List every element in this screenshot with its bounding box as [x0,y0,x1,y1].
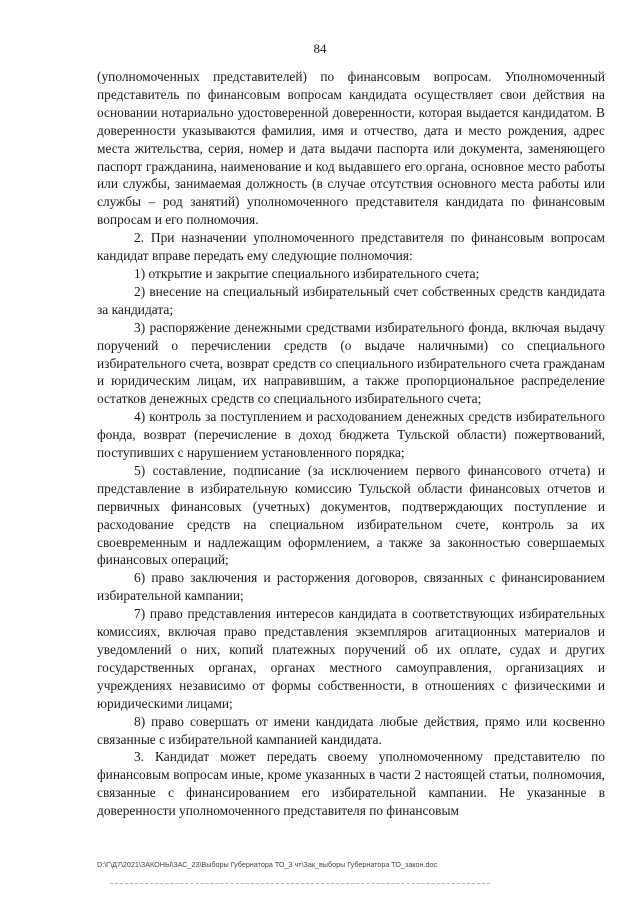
scan-divider [110,883,490,884]
list-item-3: 3) распоряжение денежными средствами избирательного фонда, включая выдачу поручений о перечислении средств (о выдаче наличными) со специального избирательного счета, возврат средств со специального избирательного счета гражданам и юридическим лицам, их направившим, а также пропорциональное распределение остатков денежных средств со специального избирательного счета; [97,319,605,407]
list-item-2: 2) внесение на специальный избирательный счет собственных средств кандидата за кандидата; [97,283,605,317]
footer-file-path: D:\Г\Д7\2021\ЗАКОНЫ\ЗАС_23\Выборы Губернатора ТО_3 чт\Зак_выборы Губернатора ТО_закон.doc [97,860,438,869]
list-item-7: 7) право представления интересов кандидата в соответствующих избирательных комиссиях, включая право представления экземпляров агитационных материалов и уведомлений о них, копий платежных поручений об их оплате, судах и других государственных органах, органах местного самоуправления, организациях и учреждениях независимо от формы собственности, в отношениях с физическими и юридическими лицами; [97,606,605,711]
paragraph-intro: (уполномоченных представителей) по финансовым вопросам. Уполномоченный представитель по финансовым вопросам кандидата осуществляет свои действия на основании нотариально удостоверенной доверенности, которая выдается кандидатом. В доверенности указываются фамилия, имя и отчество, дата и место рождения, адрес места жительства, серия, номер и дата выдачи паспорта или документа, заменяющего паспорт гражданина, наименование и код выдавшего его органа, основное место работы или службы, занимаемая должность (в случае отсутствия основного места работы или службы – род занятий) уполномоченного представителя кандидата по финансовым вопросам и его полномочия. [97,69,605,228]
list-item-5: 5) составление, подписание (за исключением первого финансового отчета) и представление в избирательную комиссию Тульской области финансовых отчетов и первичных финансовых (учетных) документов, подтверждающих поступление и расходование средств на специальном избирательном счете, контроль за их своевременным и надлежащим оформлением, а также за законностью совершаемых финансовых операций; [97,462,605,568]
page-number: 84 [313,41,327,56]
list-item-8: 8) право совершать от имени кандидата любые действия, прямо или косвенно связанные с избирательной кампанией кандидата. [97,713,605,747]
document-body [97,68,605,820]
list-item-1: 1) открытие и закрытие специального избирательного счета; [134,265,480,281]
list-item-6: 6) право заключения и расторжения договоров, связанных с финансированием избирательной кампании; [97,570,605,604]
paragraph-part-3: 3. Кандидат может передать своему уполномоченному представителю по финансовым вопросам иные, кроме указанных в части 2 настоящей статьи, полномочия, связанные с финансированием его избирательной кампании. Не указанные в доверенности уполномоченного представителя по финансовым [97,749,605,819]
list-item-4: 4) контроль за поступлением и расходованием денежных средств избирательного фонда, возврат (перечисление в доход бюджета Тульской области) пожертвований, поступивших с нарушением установленного порядка; [97,409,605,461]
paragraph-part-2: 2. При назначении уполномоченного представителя по финансовым вопросам кандидат вправе передать ему следующие полномочия: [97,230,605,264]
